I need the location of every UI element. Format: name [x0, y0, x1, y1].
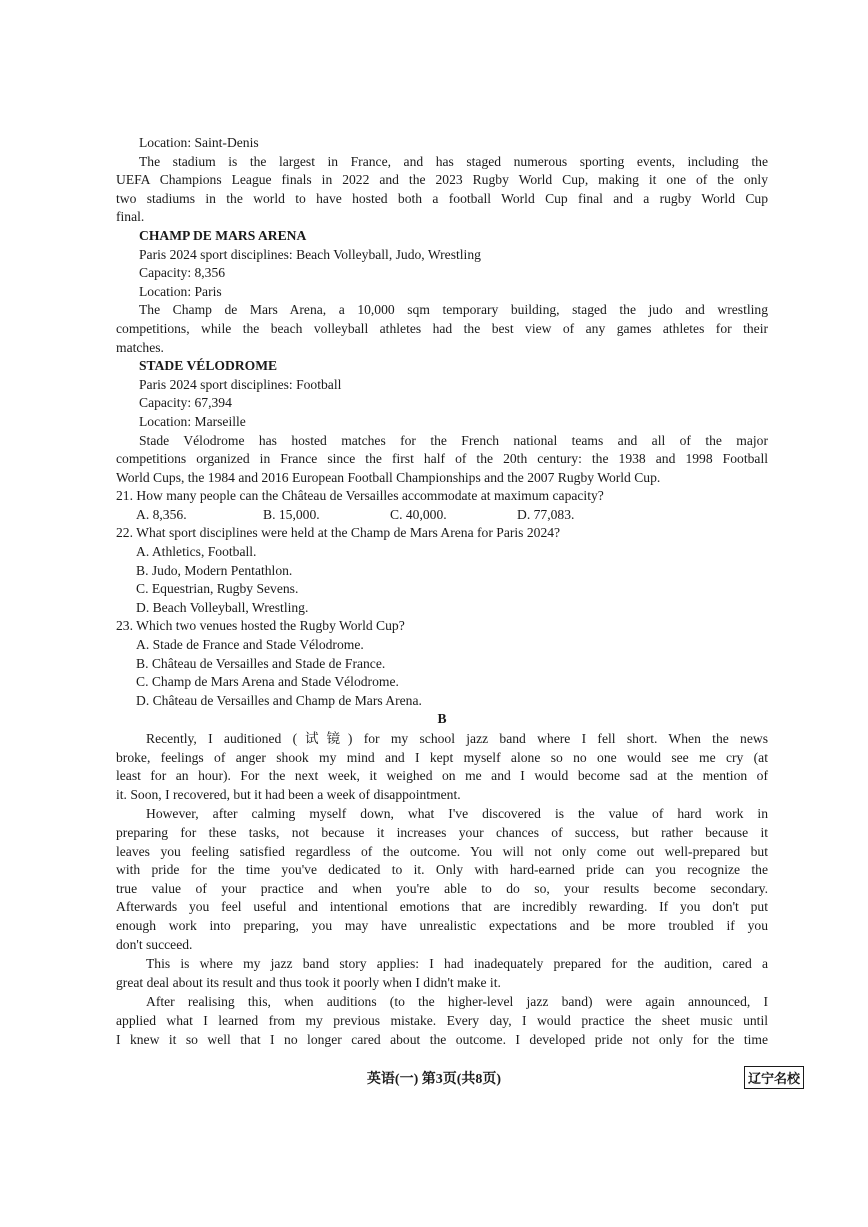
passage-b-paragraph-4 — [116, 993, 768, 1049]
text-line: least for an hour). For the next week, it weighed on me and I would become sad at the mention of — [116, 768, 768, 784]
text-line: final. — [116, 209, 145, 225]
text-line: This is where my jazz band story applies: I had inadequately prepared for the audition, cared a — [146, 956, 768, 972]
text-line: I knew it so well that I no longer cared about the outcome. I developed pride not only for the time — [116, 1031, 768, 1047]
option-c: C. Champ de Mars Arena and Stade Vélodrome. — [136, 674, 399, 690]
option-b: B. 15,000. — [263, 506, 320, 522]
text-line: leaves you feeling satisfied regardless of the outcome. You will not only come out well-prepared but — [116, 843, 768, 859]
stade-de-france-description — [116, 153, 768, 227]
disciplines-line: Paris 2024 sport disciplines: Football — [139, 376, 342, 392]
option-a: A. 8,356. — [136, 506, 187, 522]
question-21-options — [116, 506, 768, 525]
section-heading-stade-velodrome: STADE VÉLODROME — [139, 358, 278, 374]
text-line: competitions, while the beach volleyball athletes had the best view of any games athletes for their — [116, 320, 768, 336]
passage-b-paragraph-1 — [116, 730, 768, 804]
text-line: Recently, I auditioned (试镜) for my school jazz band where I fell short. When the news — [146, 731, 768, 746]
text-line: two stadiums in the world to have hosted both a football World Cup final and a rugby World Cup — [116, 190, 768, 206]
text-line: However, after calming myself down, what I've discovered is the value of hard work in — [146, 806, 768, 822]
disciplines-line: Paris 2024 sport disciplines: Beach Volleyball, Judo, Wrestling — [139, 246, 481, 262]
text-line: After realising this, when auditions (to the higher-level jazz band) were again announced, I — [146, 994, 768, 1010]
passage-b-paragraph-3 — [116, 955, 768, 992]
text-line: great deal about its result and thus took it poorly when I didn't make it. — [116, 974, 501, 990]
text-line: true value of your practice and when you're able to do so, your results become secondary. — [116, 880, 768, 896]
passage-b-label: B — [437, 711, 447, 727]
capacity-line: Capacity: 67,394 — [139, 395, 232, 411]
option-a: A. Stade de France and Stade Vélodrome. — [136, 637, 364, 653]
capacity-line: Capacity: 8,356 — [139, 265, 226, 281]
location-line: Location: Paris — [139, 283, 222, 299]
text-line: Afterwards you feel useful and intentional emotions that are incredibly rewarding. If you don't put — [116, 899, 768, 915]
text-line: enough work into preparing, you may have unrealistic expectations and be more troubled if you — [116, 917, 768, 933]
text-line: competitions organized in France since the first half of the 20th century: the 1938 and 1998 Football — [116, 451, 768, 467]
option-c: C. 40,000. — [390, 506, 447, 522]
option-d: D. Château de Versailles and Champ de Mars Arena. — [136, 692, 422, 708]
option-c: C. Equestrian, Rugby Sevens. — [136, 581, 299, 597]
option-b: B. Judo, Modern Pentathlon. — [136, 562, 293, 578]
text-line: don't succeed. — [116, 936, 193, 952]
text-line: preparing for these tasks, not because it increases your chances of success, but rather because it — [116, 824, 768, 840]
text-line: UEFA Champions League finals in 2022 and the 2023 Rugby World Cup, making it one of the only — [116, 172, 768, 188]
option-d: D. 77,083. — [517, 506, 575, 522]
stade-velodrome-description — [116, 432, 768, 488]
option-d: D. Beach Volleyball, Wrestling. — [136, 599, 309, 615]
text-line: The stadium is the largest in France, and has staged numerous sporting events, including the — [139, 153, 768, 169]
section-heading-champ-de-mars: CHAMP DE MARS ARENA — [139, 227, 307, 243]
question-23: 23. Which two venues hosted the Rugby World Cup? — [116, 618, 405, 634]
question-22: 22. What sport disciplines were held at the Champ de Mars Arena for Paris 2024? — [116, 525, 561, 541]
document-page — [116, 134, 768, 1049]
question-21: 21. How many people can the Château de Versailles accommodate at maximum capacity? — [116, 488, 604, 504]
option-a: A. Athletics, Football. — [136, 544, 257, 560]
passage-b-paragraph-2 — [116, 805, 768, 954]
text-line: applied what I learned from my previous mistake. Every day, I would practice the sheet music until — [116, 1012, 768, 1028]
text-line: The Champ de Mars Arena, a 10,000 sqm temporary building, staged the judo and wrestling — [139, 302, 768, 318]
option-b: B. Château de Versailles and Stade de France. — [136, 655, 386, 671]
text-line: it. Soon, I recovered, but it had been a week of disappointment. — [116, 786, 461, 802]
location-saint-denis: Location: Saint-Denis — [139, 135, 259, 150]
location-line: Location: Marseille — [139, 413, 246, 429]
text-line: Stade Vélodrome has hosted matches for the French national teams and all of the major — [139, 432, 768, 448]
text-line: broke, feelings of anger shook my mind and I kept myself alone so no one would see me cry (at — [116, 749, 768, 765]
champ-de-mars-description — [116, 301, 768, 357]
page-footer: 英语(一) 第3页(共8页) — [366, 1072, 502, 1087]
school-stamp: 辽宁名校 — [744, 1066, 804, 1089]
text-line: with pride for the time you've dedicated to it. Only with hard-earned pride can you recognize the — [116, 862, 768, 878]
text-line: World Cups, the 1984 and 2016 European Football Championships and the 2007 Rugby World Cup. — [116, 469, 661, 485]
text-line: matches. — [116, 339, 164, 355]
